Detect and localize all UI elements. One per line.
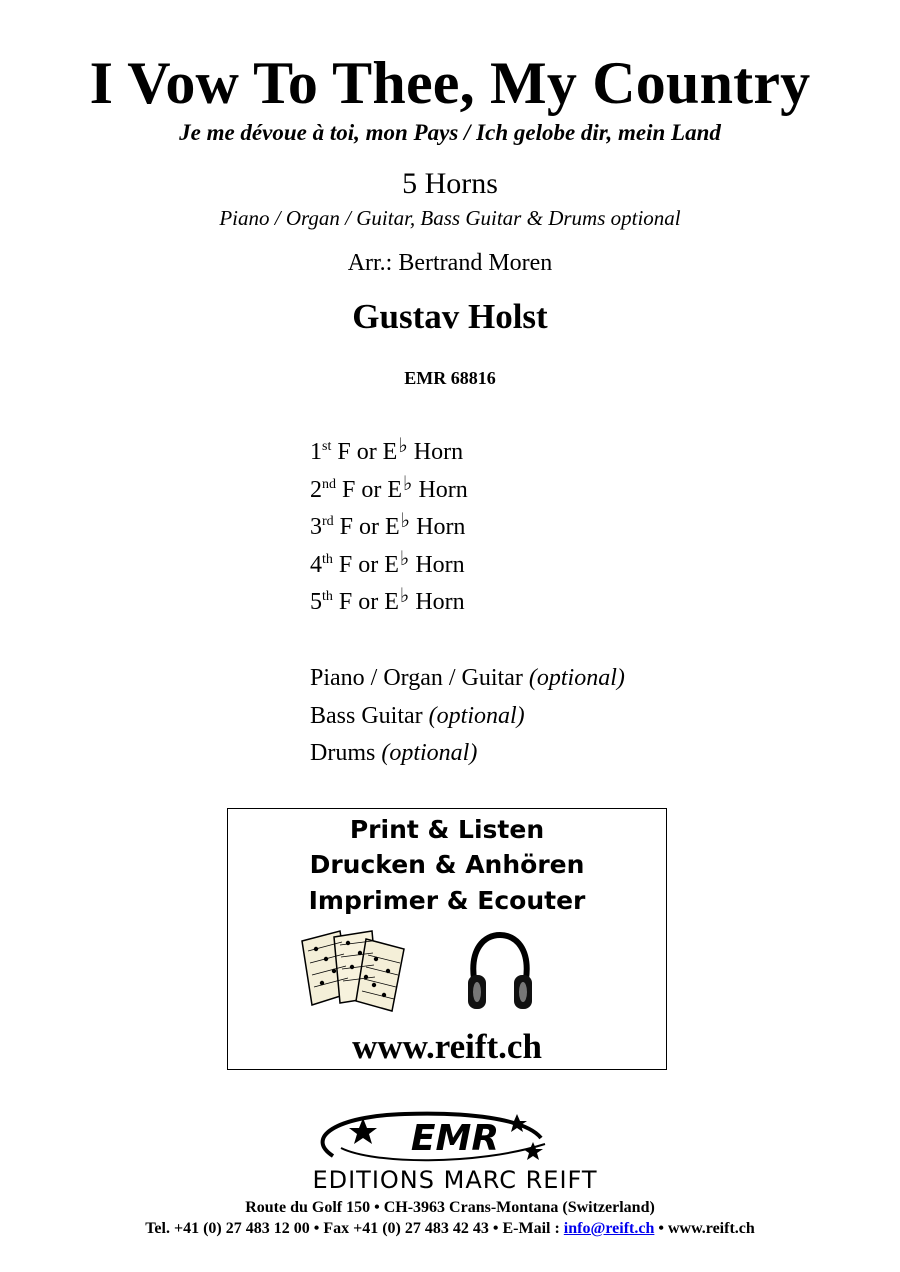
promo-url[interactable]: www.reift.ch — [352, 1027, 542, 1066]
part-item: 3rd F or E♭ Horn — [310, 510, 466, 541]
arranger: Arr.: Bertrand Moren — [347, 250, 553, 276]
instrumentation: 5 Horns — [402, 167, 498, 200]
part-item: 4th F or E♭ Horn — [310, 547, 465, 578]
print-listen-box[interactable] — [227, 808, 667, 1070]
page-title: I Vow To Thee, My Country — [89, 50, 811, 116]
part-item: 2nd F or E♭ Horn — [310, 472, 468, 503]
flat-sign: ♭ — [400, 510, 411, 533]
flat-sign: ♭ — [399, 585, 410, 608]
optional-instruments: Piano / Organ / Guitar, Bass Guitar & Drums optional — [219, 206, 681, 230]
promo-line-de: Drucken & Anhören — [309, 850, 585, 879]
emr-logo — [245, 1108, 665, 1190]
subtitle: Je me dévoue à toi, mon Pays / Ich gelobe dir, mein Land — [179, 120, 721, 145]
flat-sign: ♭ — [399, 547, 410, 570]
optional-part-item: Bass Guitar (optional) — [310, 702, 525, 729]
part-item: 5th F or E♭ Horn — [310, 585, 465, 616]
flat-sign: ♭ — [398, 435, 408, 457]
headphones-icon — [464, 931, 536, 1015]
flat-sign: ♭ — [403, 472, 413, 495]
optional-part-item: Piano / Organ / Guitar (optional) — [310, 665, 625, 691]
publisher-name: EDITIONS MARC REIFT — [312, 1166, 598, 1190]
optional-parts-list — [310, 660, 625, 773]
catalog-number: EMR 68816 — [404, 368, 496, 388]
publisher-address: Route du Golf 150 • CH-3963 Crans-Montana (Switzerland) — [245, 1199, 655, 1216]
sheet-music-icon — [300, 927, 412, 1015]
email-link[interactable]: info@reift.ch — [563, 1220, 655, 1237]
composer: Gustav Holst — [352, 297, 548, 336]
optional-part-item: Drums (optional) — [310, 740, 478, 767]
promo-line-en: Print & Listen — [349, 815, 545, 844]
logo-emr-text: EMR — [410, 1118, 500, 1159]
promo-line-fr: Imprimer & Ecouter — [308, 886, 586, 915]
part-item: 1st F or E♭ Horn — [310, 435, 464, 465]
publisher-contact: Tel. +41 (0) 27 483 12 00 • Fax +41 (0) 27 483 42 43 • E-Mail : info@reift.ch • www.reift.ch — [145, 1220, 755, 1237]
parts-list — [310, 434, 468, 622]
